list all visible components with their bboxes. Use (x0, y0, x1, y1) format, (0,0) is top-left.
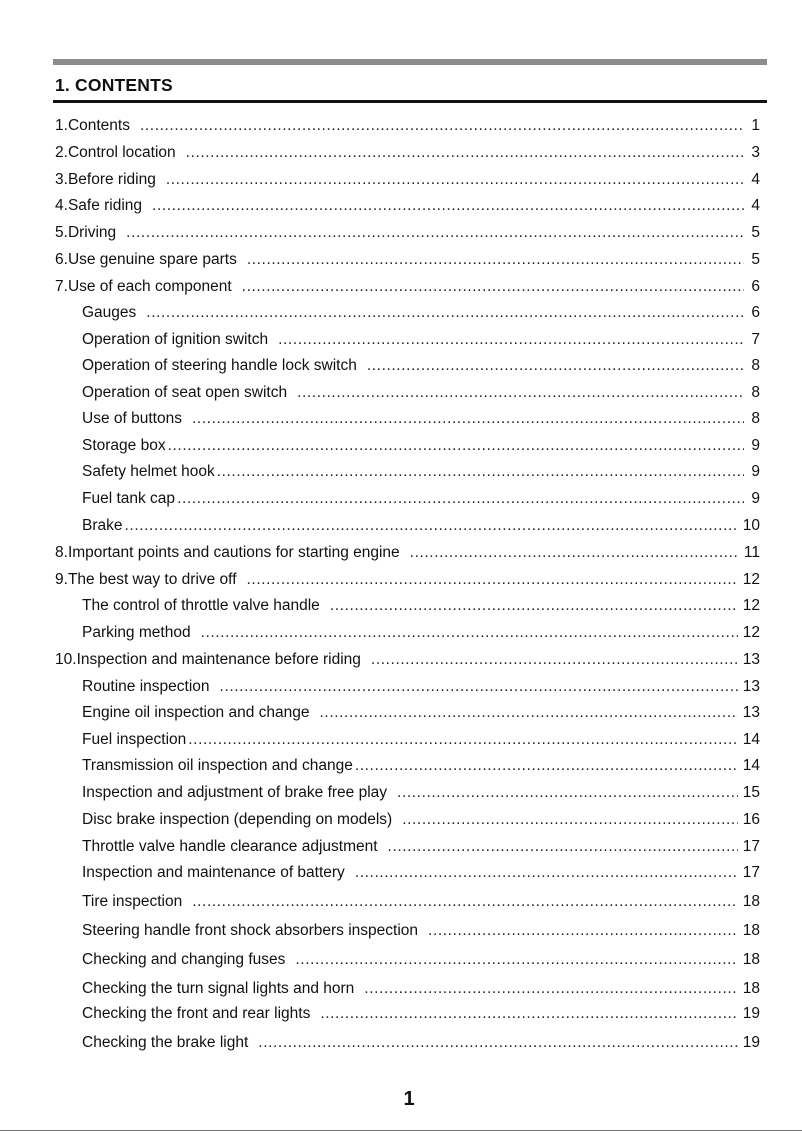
toc-entry[interactable] (82, 303, 760, 323)
dot-leader (287, 383, 744, 403)
toc-entry-page: 6 (751, 278, 760, 295)
toc-entry-number: 3. (55, 171, 68, 188)
toc-entry-label: Inspection and maintenance of battery (82, 864, 345, 881)
toc-entry[interactable] (82, 409, 760, 429)
toc-entry[interactable] (82, 730, 760, 750)
toc-entry[interactable] (82, 810, 760, 830)
toc-entry-label: Disc brake inspection (depending on models) (82, 811, 393, 828)
toc-entry[interactable] (82, 1004, 760, 1024)
toc-entry-label: Safe riding (67, 197, 143, 214)
toc-entry-label: Use of buttons (82, 410, 182, 427)
toc-entry-label: Driving (67, 224, 117, 241)
dot-leader (116, 223, 744, 243)
toc-entry-page: 13 (742, 678, 760, 695)
dot-leader (182, 409, 744, 429)
dot-leader (237, 570, 738, 590)
toc-entry-page: 11 (743, 544, 760, 561)
toc-entry[interactable] (82, 979, 760, 999)
dot-leader (166, 436, 744, 456)
toc-entry-label: Control location (67, 144, 176, 161)
toc-entry-number: 10. (55, 651, 77, 668)
toc-entry-page: 18 (742, 893, 760, 910)
toc-entry-page: 5 (751, 224, 760, 241)
toc-entry-page: 8 (751, 384, 760, 401)
dot-leader (156, 170, 744, 190)
dot-leader (378, 837, 738, 857)
toc-entry-page: 18 (742, 951, 760, 968)
dot-leader (392, 810, 738, 830)
toc-entry-number: 9. (55, 571, 68, 588)
toc-entry-page: 12 (742, 597, 760, 614)
toc-entry-page: 14 (742, 757, 760, 774)
toc-entry-label: Storage box (82, 437, 166, 454)
toc-entry-page: 13 (742, 704, 760, 721)
toc-entry-label: Routine inspection (82, 678, 210, 695)
toc-entry-label: Checking the turn signal lights and horn (82, 980, 355, 997)
dot-leader (176, 143, 744, 163)
toc-entry-page: 17 (742, 864, 760, 881)
toc-entry-page: 10 (742, 517, 760, 534)
toc-entry-number: 7. (55, 278, 68, 295)
toc-entry[interactable] (82, 330, 760, 350)
toc-entry[interactable] (55, 143, 760, 163)
toc-entry-page: 19 (742, 1005, 760, 1022)
toc-entry[interactable] (82, 703, 760, 723)
dot-leader (237, 250, 744, 270)
bottom-rule (0, 1130, 802, 1131)
toc-entry[interactable] (82, 516, 760, 536)
toc-entry-label: Transmission oil inspection and change (82, 757, 353, 774)
toc-entry-label: Use of each component (67, 278, 232, 295)
dot-leader (175, 489, 744, 509)
toc-entry[interactable] (82, 892, 760, 912)
toc-entry[interactable] (82, 596, 760, 616)
page-number (0, 1088, 802, 1111)
toc-entry-page: 9 (751, 437, 760, 454)
dot-leader (268, 330, 744, 350)
toc-entry-label: Contents (67, 117, 130, 134)
toc-entry[interactable] (82, 383, 760, 403)
toc-entry-number: 8. (55, 544, 68, 561)
toc-entry-label: Important points and cautions for starting engine (67, 544, 400, 561)
toc-entry[interactable] (82, 462, 760, 482)
toc-entry[interactable] (82, 863, 760, 883)
toc-entry-label: Checking the front and rear lights (82, 1005, 311, 1022)
dot-leader (310, 1004, 738, 1024)
toc-entry[interactable] (55, 170, 760, 190)
toc-entry[interactable] (55, 250, 760, 270)
dot-leader (191, 623, 738, 643)
toc-entry-page: 18 (742, 980, 760, 997)
toc-entry-label: Inspection and adjustment of brake free play (82, 784, 388, 801)
toc-entry-page: 12 (742, 571, 760, 588)
dot-leader (142, 196, 744, 216)
dot-leader (361, 650, 738, 670)
toc-entry[interactable] (55, 543, 760, 563)
toc-entry-label: Throttle valve handle clearance adjustment (82, 838, 378, 855)
dot-leader (215, 462, 744, 482)
toc-entry-page: 7 (751, 331, 760, 348)
dot-leader (248, 1033, 738, 1053)
toc-entry-label: Tire inspection (82, 893, 183, 910)
toc-entry[interactable] (82, 783, 760, 803)
toc-entry-label: Operation of steering handle lock switch (82, 357, 357, 374)
toc-entry[interactable] (82, 677, 760, 697)
page-number-text: 1 (403, 1088, 415, 1110)
toc-entry-page: 9 (751, 490, 760, 507)
toc-entry-page: 16 (742, 811, 760, 828)
toc-entry-number: 6. (55, 251, 68, 268)
toc-entry-label: Fuel tank cap (82, 490, 176, 507)
toc-entry-page: 4 (751, 171, 760, 188)
toc-entry-label: Gauges (82, 304, 137, 321)
toc-entry-page: 6 (751, 304, 760, 321)
toc-entry-label: Engine oil inspection and change (82, 704, 310, 721)
toc-entry[interactable] (82, 489, 760, 509)
toc-entry-page: 13 (742, 651, 760, 668)
toc-entry-label: The control of throttle valve handle (82, 597, 320, 614)
toc-entry-label: Before riding (67, 171, 156, 188)
toc-entry-number: 4. (55, 197, 68, 214)
toc-entry[interactable] (55, 570, 760, 590)
toc-entry-number: 1. (55, 117, 68, 134)
dot-leader (130, 116, 744, 136)
toc-entry-label: Fuel inspection (82, 731, 187, 748)
toc-entry-label: Safety helmet hook (82, 463, 215, 480)
toc-entry-label: Operation of seat open switch (82, 384, 288, 401)
toc-entry-label: Inspection and maintenance before riding (76, 651, 361, 668)
toc-entry[interactable] (82, 950, 760, 970)
dot-leader (353, 756, 738, 776)
toc-entry-label: Checking the brake light (82, 1034, 249, 1051)
dot-leader (345, 863, 738, 883)
dot-leader (232, 277, 744, 297)
contents-heading: 1. CONTENTS (55, 75, 173, 95)
toc-entry-page: 1 (751, 117, 760, 134)
toc-entry-page: 8 (751, 357, 760, 374)
toc-entry[interactable] (55, 277, 760, 297)
toc-entry[interactable] (82, 1033, 760, 1053)
toc-entry-label: Parking method (82, 624, 191, 641)
toc-entry[interactable] (82, 356, 760, 376)
dot-leader (357, 356, 744, 376)
dot-leader (387, 783, 738, 803)
toc-entry-page: 15 (742, 784, 760, 801)
toc-entry-page: 8 (751, 410, 760, 427)
toc-entry[interactable] (55, 650, 760, 670)
toc-entry[interactable] (82, 436, 760, 456)
dot-leader (400, 543, 738, 563)
dot-leader (210, 677, 738, 697)
toc-entry-page: 14 (742, 731, 760, 748)
toc-entry-label: Operation of ignition switch (82, 331, 269, 348)
toc-entry-label: Use genuine spare parts (67, 251, 237, 268)
dot-leader (320, 596, 738, 616)
dot-leader (354, 979, 738, 999)
toc-entry[interactable] (55, 116, 760, 136)
toc-entry-label: Brake (82, 517, 123, 534)
toc-entry-number: 2. (55, 144, 68, 161)
toc-entry-label: Checking and changing fuses (82, 951, 286, 968)
toc-entry-number: 5. (55, 224, 68, 241)
dot-leader (186, 730, 738, 750)
dot-leader (123, 516, 739, 536)
toc-entry[interactable] (82, 837, 760, 857)
toc-entry-label: The best way to drive off (67, 571, 237, 588)
toc-entry-page: 12 (742, 624, 760, 641)
dot-leader (310, 703, 738, 723)
toc-entry-page: 4 (751, 197, 760, 214)
dot-leader (182, 892, 738, 912)
toc-entry-page: 5 (751, 251, 760, 268)
toc-entry[interactable] (82, 921, 760, 941)
toc-entry-page: 19 (742, 1034, 760, 1051)
toc-entry-label: Steering handle front shock absorbers inspection (82, 922, 419, 939)
dot-leader (136, 303, 744, 323)
dot-leader (418, 921, 738, 941)
toc-entry[interactable] (82, 756, 760, 776)
toc-entry-page: 9 (751, 463, 760, 480)
toc-entry-page: 17 (742, 838, 760, 855)
toc-entry[interactable] (82, 623, 760, 643)
toc-entry[interactable] (55, 196, 760, 216)
dot-leader (285, 950, 738, 970)
toc-entry-page: 3 (751, 144, 760, 161)
toc-entry[interactable] (55, 223, 760, 243)
toc-entry-page: 18 (742, 922, 760, 939)
